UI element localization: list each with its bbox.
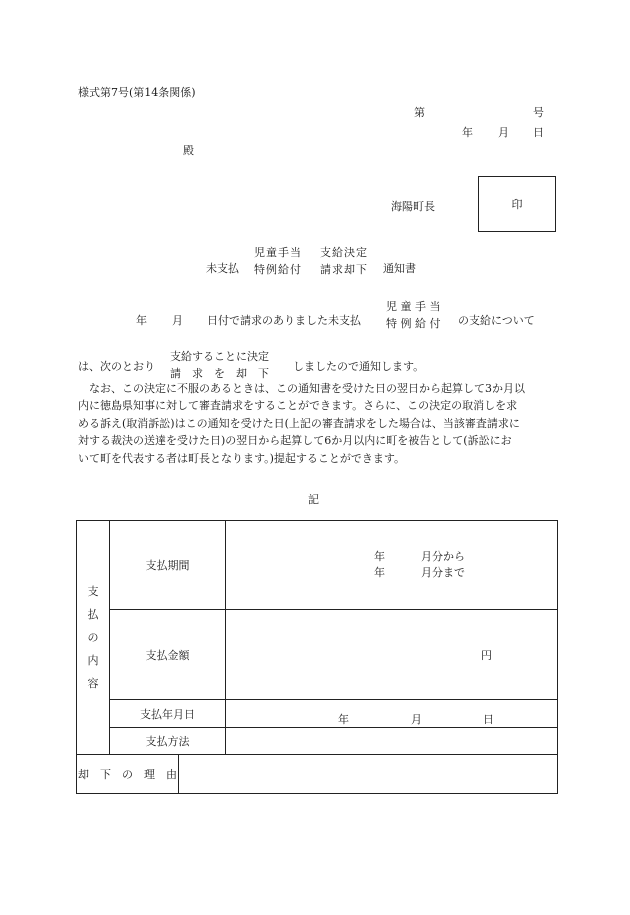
period-label: 支払期間 bbox=[110, 521, 226, 610]
payment-content-label: 支 払 の 内 容 bbox=[77, 521, 110, 755]
doc-number-go: 号 bbox=[533, 106, 544, 119]
payment-date-label: 支払年月日 bbox=[110, 700, 226, 728]
title-decision-2: 請求却下 bbox=[320, 263, 368, 276]
rejection-reason-cell[interactable] bbox=[179, 755, 558, 794]
seal-box bbox=[478, 176, 556, 232]
title-prefix: 未支払 bbox=[206, 262, 239, 275]
title-allowance-stack bbox=[254, 244, 302, 278]
result-suffix: しましたので通知します。 bbox=[293, 360, 425, 373]
request-text: 日付で請求のありました未支払 bbox=[207, 314, 361, 327]
title-decision-stack bbox=[320, 244, 368, 278]
issue-month: 月 bbox=[498, 126, 509, 139]
issue-day: 日 bbox=[533, 126, 544, 139]
notice-line: 内に徳島県知事に対して審査請求をすることができます。さらに、この決定の取消しを求 bbox=[78, 399, 518, 413]
result-options-stack bbox=[170, 348, 269, 382]
result-prefix: は、次のとおり bbox=[78, 360, 155, 373]
request-month: 月 bbox=[172, 314, 183, 327]
notice-line: 対する裁決の送達を受けた日)の翌日から起算して6か月以内に町を被告として(訴訟にお bbox=[78, 434, 512, 448]
issuer-title: 海陽町長 bbox=[391, 200, 435, 213]
result-option-grant: 支給することに決定 bbox=[170, 350, 269, 363]
title-allowance-2: 特例給付 bbox=[254, 263, 302, 276]
seal-label: 印 bbox=[511, 198, 523, 211]
request-year: 年 bbox=[136, 314, 147, 327]
notice-line: める訴え(取消訴訟)はこの通知を受けた日(上記の審査請求をした場合は、当該審査請求に bbox=[78, 416, 520, 430]
payment-date-day: 日 bbox=[483, 712, 494, 726]
rejection-reason-label: 却 下 の 理 由 bbox=[77, 755, 179, 794]
title-decision-1: 支給決定 bbox=[320, 246, 368, 259]
period-from: 年 月分から bbox=[374, 550, 465, 563]
amount-unit: 円 bbox=[481, 648, 492, 662]
payment-table bbox=[76, 520, 558, 794]
payment-date-year: 年 bbox=[338, 712, 349, 726]
method-value-cell[interactable] bbox=[226, 728, 558, 755]
addressee-suffix: 殿 bbox=[183, 144, 194, 157]
amount-value-cell[interactable] bbox=[226, 610, 558, 700]
payment-date-cell[interactable] bbox=[226, 700, 558, 728]
request-allowance-1: 児 童 手 当 bbox=[386, 300, 441, 313]
period-value-cell[interactable] bbox=[226, 521, 558, 610]
ki-mark: 記 bbox=[308, 493, 319, 506]
request-suffix: の支給について bbox=[458, 314, 535, 327]
result-option-reject: 請 求 を 却 下 bbox=[170, 367, 269, 380]
request-allowance-2: 特 例 給 付 bbox=[386, 317, 441, 330]
method-label: 支払方法 bbox=[110, 728, 226, 755]
title-suffix: 通知書 bbox=[383, 262, 416, 275]
issue-year: 年 bbox=[462, 126, 473, 139]
form-number: 様式第7号(第14条関係) bbox=[78, 86, 196, 99]
doc-number-dai: 第 bbox=[414, 106, 425, 119]
title-allowance-1: 児童手当 bbox=[254, 246, 302, 259]
period-to: 年 月分まで bbox=[374, 566, 465, 579]
notice-line: いて町を代表する者は町長となります。)提起することができます。 bbox=[78, 451, 406, 465]
payment-date-month: 月 bbox=[411, 712, 422, 726]
request-allowance-stack bbox=[386, 298, 441, 332]
notice-paragraph bbox=[78, 380, 558, 467]
notice-line: なお、この決定に不服のあるときは、この通知書を受けた日の翌日から起算して3か月以 bbox=[78, 382, 525, 395]
amount-label: 支払金額 bbox=[110, 610, 226, 700]
